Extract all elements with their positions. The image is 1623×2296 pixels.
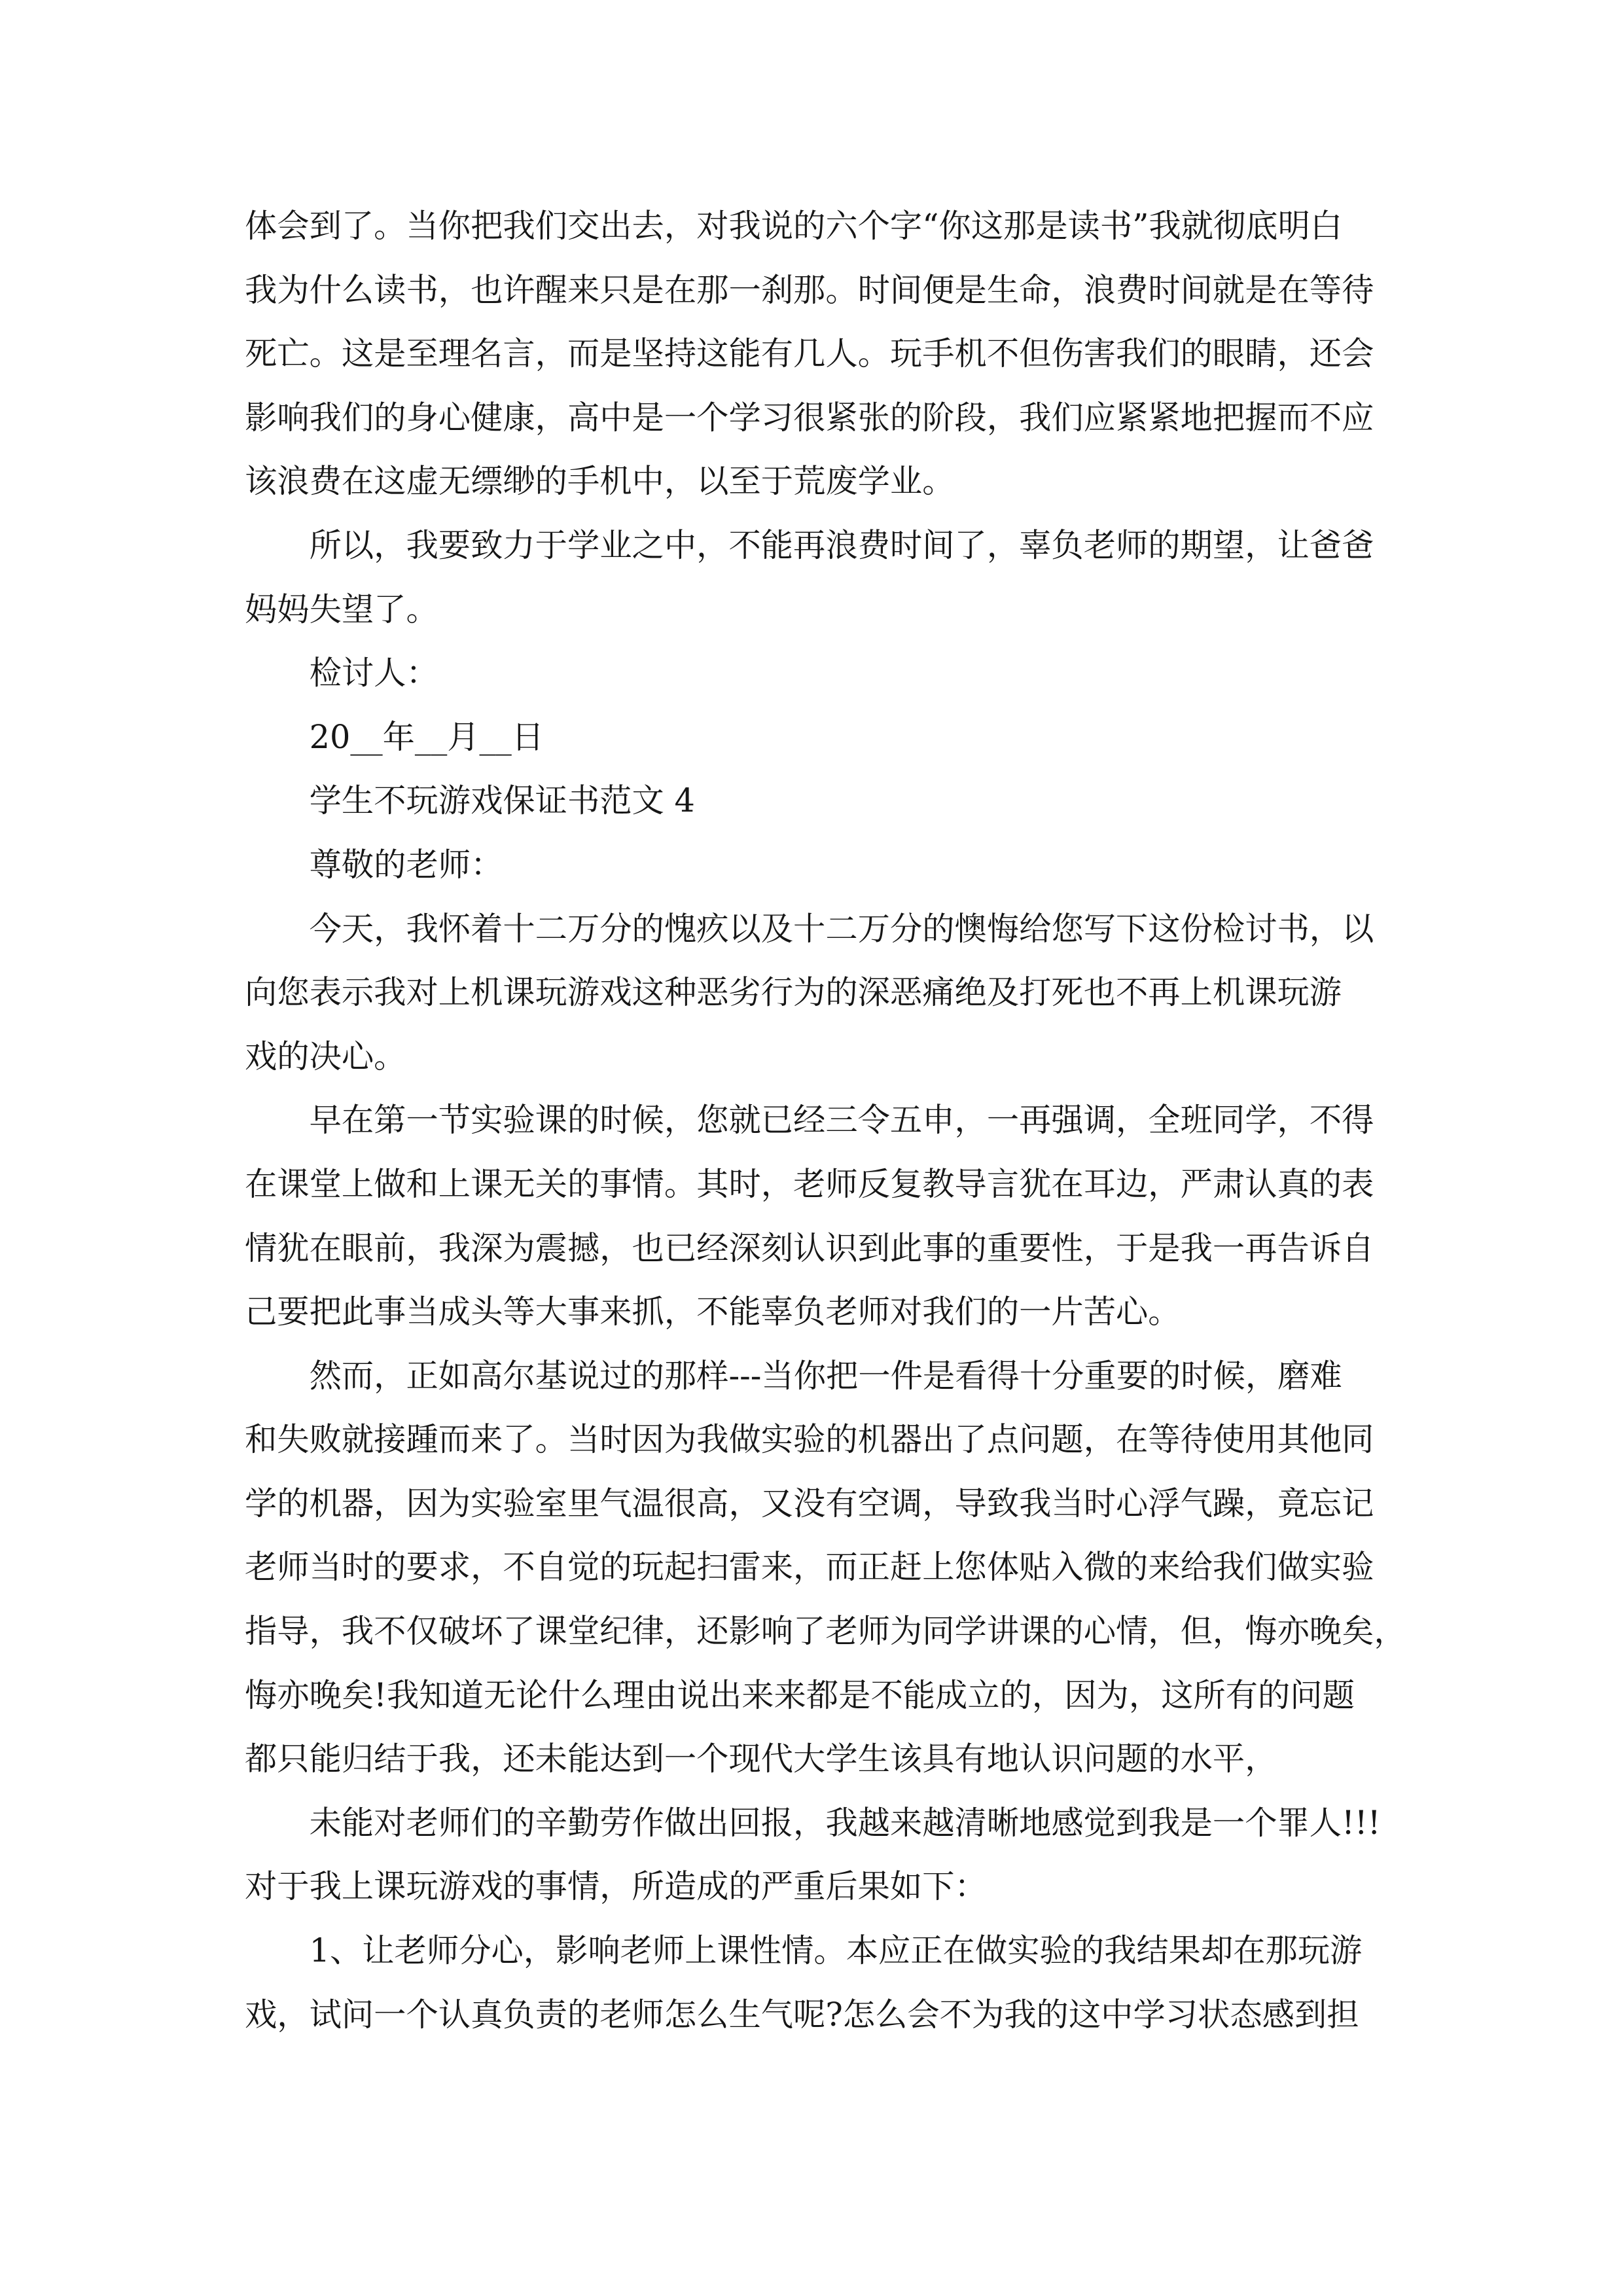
body-text-line: 未能对老师们的辛勤劳作做出回报，我越来越清晰地感觉到我是一个罪人!!! [309,1803,1381,1842]
signature-label: 检讨人： [309,654,438,692]
body-text-line: 悔亦晚矣!我知道无论什么理由说出来来都是不能成立的，因为，这所有的问题 [245,1676,1355,1714]
date-block [245,706,1469,770]
body-text-line: 己要把此事当成头等大事来抓，不能辜负老师对我们的一片苦心。 [245,1293,1181,1331]
paragraph [245,897,1469,1089]
paragraph [245,1344,1469,1791]
body-text-line: 学的机器，因为实验室里气温很高，又没有空调，导致我当时心浮气躁，竟忘记 [245,1484,1374,1522]
body-text-line: 所以，我要致力于学业之中，不能再浪费时间了，辜负老师的期望，让爸爸 [309,526,1374,564]
body-text-line: 戏的决心。 [245,1037,406,1075]
list-item [245,1919,1469,2047]
salutation: 尊敬的老师： [309,845,503,884]
body-text-line: 早在第一节实验课的时候，您就已经三令五申，一再强调，全班同学，不得 [309,1101,1374,1139]
paragraph [245,514,1469,641]
body-text-line: 今天，我怀着十二万分的愧疚以及十二万分的懊悔给您写下这份检讨书，以 [309,909,1374,948]
body-text-line: 在课堂上做和上课无关的事情。其时，老师反复教导言犹在耳边，严肃认真的表 [245,1164,1374,1203]
body-text-line: 影响我们的身心健康，高中是一个学习很紧张的阶段，我们应紧紧地把握而不应 [245,398,1374,437]
date-line: 20__年__月__日 [309,717,544,756]
paragraph [245,194,1469,514]
body-text-line: 和失败就接踵而来了。当时因为我做实验的机器出了点问题，在等待使用其他同 [245,1420,1374,1459]
paragraph [245,1088,1469,1344]
body-text-line: 我为什么读书，也许醒来只是在那一刹那。时间便是生命，浪费时间就是在等待 [245,270,1374,309]
body-text-line: 死亡。这是至理名言，而是坚持这能有几人。玩手机不但伤害我们的眼睛，还会 [245,334,1374,373]
body-text-line: 对于我上课玩游戏的事情，所造成的严重后果如下： [245,1867,987,1906]
section-title: 学生不玩游戏保证书范文 4 [309,781,695,820]
signature-block [245,641,1469,706]
body-text-line: 妈妈失望了。 [245,590,438,628]
body-text-line: 指导，我不仅破坏了课堂纪律，还影响了老师为同学讲课的心情，但，悔亦晚矣， [245,1612,1406,1651]
document-body [245,194,1469,2047]
body-text-line: 戏，试问一个认真负责的老师怎么生气呢?怎么会不为我的这中学习状态感到担 [245,1995,1359,2034]
body-text-line: 该浪费在这虚无缥缈的手机中，以至于荒废学业。 [245,462,955,501]
body-text-line: 都只能归结于我，还未能达到一个现代大学生该具有地认识问题的水平， [245,1740,1277,1778]
body-text-line: 然而，正如高尔基说过的那样---当你把一件是看得十分重要的时候，磨难 [309,1356,1342,1395]
salutation-block [245,833,1469,897]
body-text-line: 向您表示我对上机课玩游戏这种恶劣行为的深恶痛绝及打死也不再上机课玩游 [245,973,1342,1012]
paragraph [245,1791,1469,1919]
body-text-line: 体会到了。当你把我们交出去，对我说的六个字“你这那是读书”我就彻底明白 [245,207,1343,245]
section-heading [245,769,1469,833]
body-text-line: 1、让老师分心，影响老师上课性情。本应正在做实验的我结果却在那玩游 [309,1931,1363,1970]
body-text-line: 老师当时的要求，不自觉的玩起扫雷来，而正赶上您体贴入微的来给我们做实验 [245,1548,1374,1587]
body-text-line: 情犹在眼前，我深为震撼，也已经深刻认识到此事的重要性，于是我一再告诉自 [245,1229,1374,1267]
